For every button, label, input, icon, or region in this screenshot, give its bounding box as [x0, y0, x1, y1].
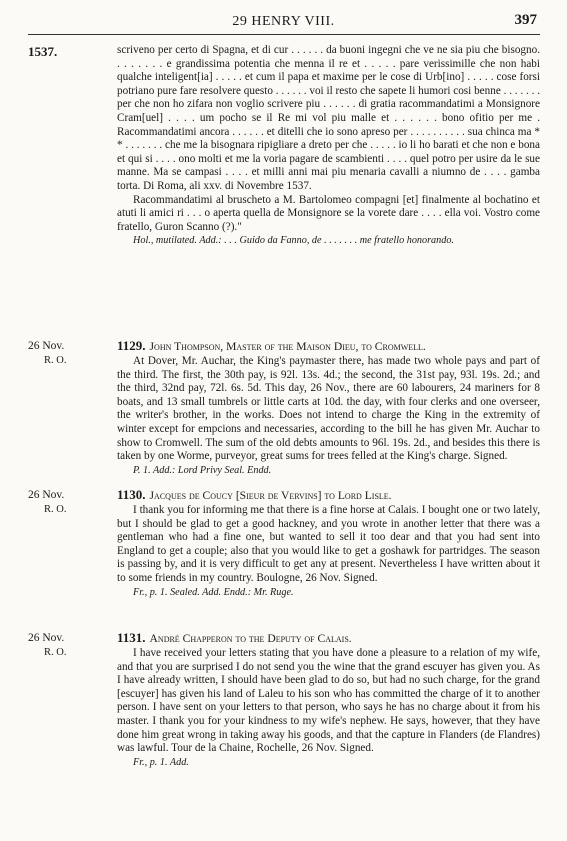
entry-heading — [117, 488, 547, 503]
entry-note: Fr., p. 1. Sealed. Add. Endd.: Mr. Ruge. — [133, 586, 294, 598]
continuation-note: Hol., mutilated. Add.: . . . Guido da Fanno, de . . . . . . . me fratello honorando. — [133, 235, 454, 247]
entry-body: At Dover, Mr. Auchar, the King's paymaster there, has made two whole pays and part of the third. The first, the 30th pay, is 92l. 13s. 4d.; the second, the 31st pay, 93l. 19s. 2d.; and the third, 32nd pay, 72l. 6s. 5d. This day, 26 Nov., there are 60 labourers, 24 mariners for 8 boats, and 13 small tumbrels or little carts at 10d. the day, with four clerks and one overseer, the writer's brother, in the works. Does not intend to charge the King in the extremity of winter except for empcions and necessaries, according to the bill he has given Mr. Auchar to show to Cromwell. The sum of the old debts amounts to 96l. 19s. 2d., and besides this there is taken by one Worme, purveyor, great sums for trees felled at the King's charge. Signed. — [117, 355, 540, 463]
entry-date — [28, 489, 108, 516]
entry-source: R. O. — [44, 354, 67, 366]
entry-source: R. O. — [44, 646, 67, 658]
entry-number: 1131. — [117, 630, 146, 645]
running-title: 29 HENRY VIII. — [232, 14, 335, 29]
continuation-paragraph: Racommandatimi al bruscheto a M. Bartolomeo compagni [et] finalmente al bochatino et atuti li amici ri . . . o aperta quella de Monsignore se la vorete dare . . . . ella voi. Vostro come fratello, Guron Scanno (?)." — [117, 193, 540, 233]
entry-title: Jacques de Coucy [Sieur de Vervins] to Lord Lisle. — [149, 489, 392, 502]
entry-heading — [117, 631, 547, 646]
entry-date-text: 26 Nov. — [28, 632, 65, 644]
entry-title: John Thompson, Master of the Maison Dieu, to Cromwell. — [149, 340, 426, 353]
page-header — [0, 12, 567, 32]
entry-number: 1129. — [117, 338, 146, 353]
entry-date-text: 26 Nov. — [28, 340, 65, 352]
page-number: 397 — [514, 12, 537, 28]
entry-date-text: 26 Nov. — [28, 489, 65, 501]
entry-body: I have received your letters stating that you have done a pleasure to a relation of my wife, and that you are surprised I do not send you the wine that the grand escuyer has given you. As I have already written, I should have been glad to do so, but had no such charge, for the grand [escuyer] has given his land of Laleu to his son who has committed the charge of it to another person. I have sent on your letters to that person, who says he has no charge about it from his master. I thank you for your kindness to my wife's nephew. He says, however, that they have done him great wrong in taking away his goods, and that the capture in Flanders (de Flandres) was lawful. Tour de la Chaine, Rochelle, 26 Nov. Signed. — [117, 647, 540, 755]
entry-date — [28, 340, 108, 367]
entry-note: P. 1. Add.: Lord Privy Seal. Endd. — [133, 464, 272, 476]
entry-heading — [117, 339, 547, 354]
entry-date — [28, 632, 108, 659]
entry-title: André Chapperon to the Deputy of Calais. — [149, 632, 352, 645]
entry-source: R. O. — [44, 503, 67, 515]
entry-body-block — [117, 355, 540, 477]
entry-body-block — [117, 647, 540, 769]
header-rule — [28, 34, 540, 35]
year-label: 1537. — [28, 44, 58, 59]
entry-number: 1130. — [117, 487, 146, 502]
entry-note: Fr., p. 1. Add. — [133, 756, 189, 768]
continuation-text — [117, 44, 540, 248]
entry-body: I thank you for informing me that there is a fine horse at Calais. I bought one or two lately, but I should be glad to get a good hackney, and you wrote in another letter that there was a gentleman who had a fine one, but wanted to sell it too dear and that you had sent into England to get a couple; also that you would like to get a goshawk for partridges. The season is passing by, and it is very difficult to get any at present. Nevertheless I have written about it to some friends in my country. Boulogne, 26 Nov. Signed. — [117, 504, 540, 584]
entry-body-block — [117, 504, 540, 599]
continuation-paragraph: scriveno per certo di Spagna, et di cur . . . . . . da buoni ingegni che ve ne sia piu che bisogno. . . . . . . . e grandissima potentia che menna il re et . . . . . pare verissimille che non habi qualche inteligent[ia] . . . . . et cum il papa et maxime per le cose di Urb[ino] . . . . . cose forsi potriano pure fare resolvere questo . . . . . . voi il resto che sapete li humori cosi benne . . . . . . . per che non ho zifara non voglio scrivere piu . . . . . . di gratia racommandatimi a Monsignore Cram[uel] . . . . um pocho se il Re mi vol piu malle et . . . . . . bono ofitio per me . Racommandatimi ancora . . . . . . et ditelli che io sono apreso per . . . . . . . . . . sua chinca ma * * . . . . . . . che me la bisognara ripigliare a dreto per che . . . . . io li ho barati et che non e bona et qui si . . . . ono molti et me la voria pagare de scambienti . . . . quel potro per usire da le sue manne. Ma se campasi . . . . et milli anni mai piu menaria cavalli a niumno de . . . . gamba torta. Di Roma, ali xxv. di Novembre 1537. — [117, 44, 540, 192]
